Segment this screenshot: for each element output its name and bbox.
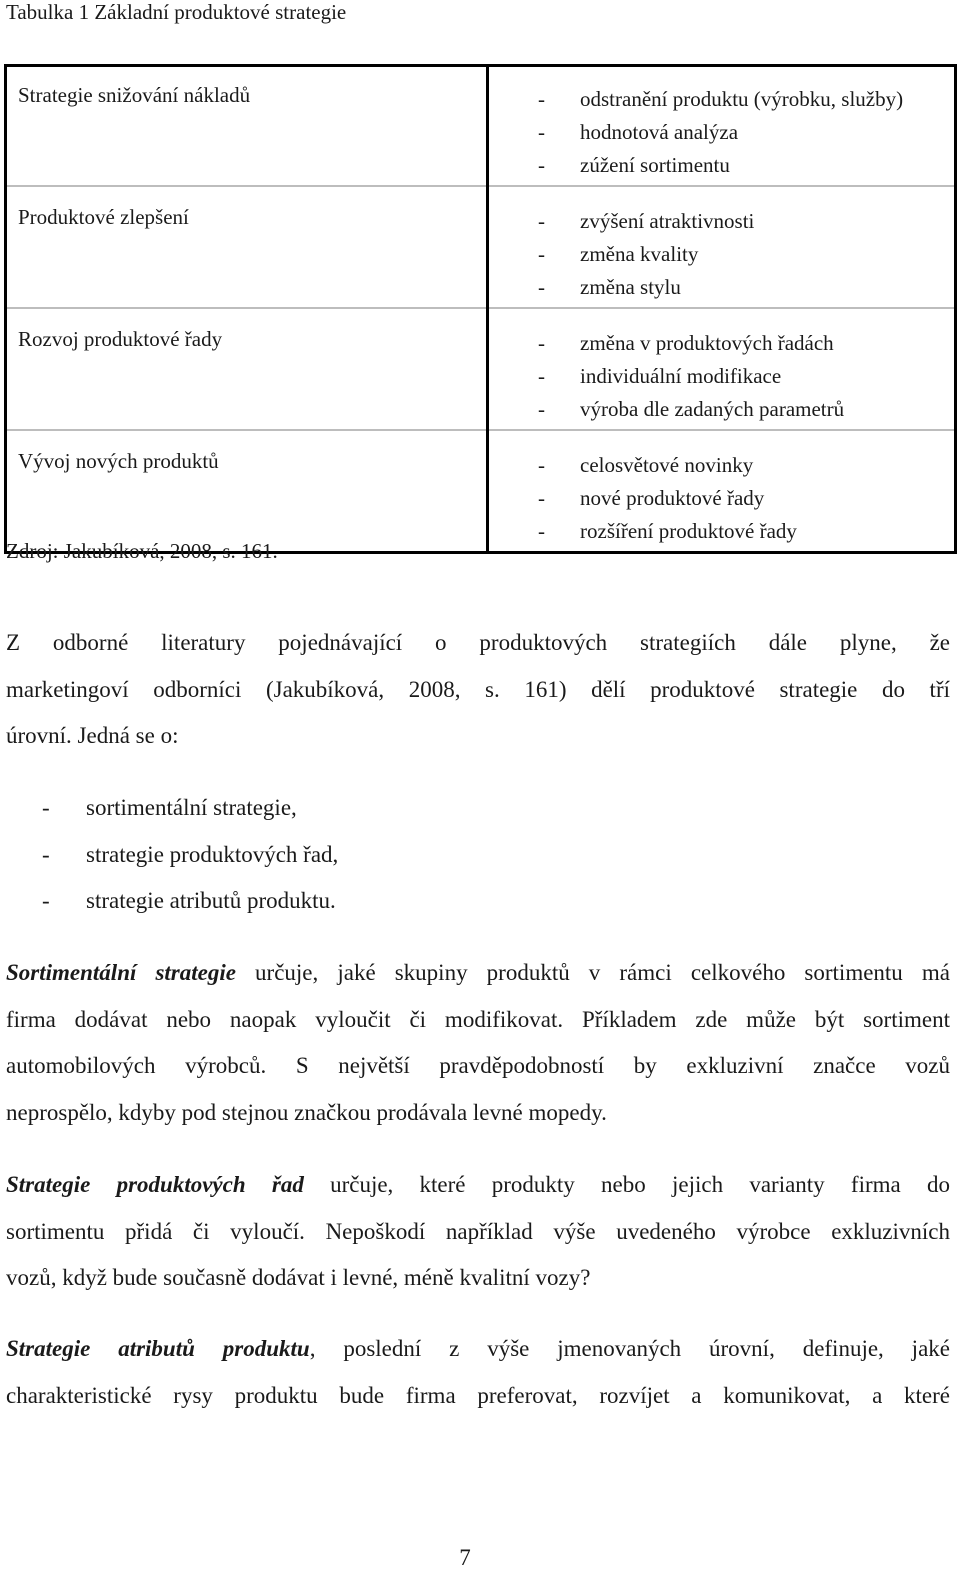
list-item: - zúžení sortimentu bbox=[489, 149, 954, 182]
bullet-dash: - bbox=[538, 364, 545, 388]
bullet-dash: - bbox=[42, 795, 50, 820]
bullet-dash: - bbox=[538, 519, 545, 543]
strategy-name: Strategie snižování nákladů bbox=[6, 66, 488, 187]
table-row bbox=[6, 66, 956, 187]
strategy-levels-list bbox=[6, 785, 338, 925]
list-item: - rozšíření produktové řady bbox=[489, 515, 954, 548]
table-row bbox=[6, 186, 956, 308]
text-line: marketingoví odborníci (Jakubíková, 2008, s. 161) dělí produktové strategie do tří bbox=[6, 676, 950, 702]
strategy-name: Rozvoj produktové řady bbox=[6, 308, 488, 430]
strategy-name: Vývoj nových produktů bbox=[6, 430, 488, 553]
table-caption: Tabulka 1 Základní produktové strategie bbox=[6, 0, 347, 24]
list-item: - individuální modifikace bbox=[489, 360, 954, 393]
bullet-dash: - bbox=[538, 153, 545, 177]
bullet-dash: - bbox=[538, 331, 545, 355]
bullet-dash: - bbox=[538, 87, 545, 111]
bullet-dash: - bbox=[538, 209, 545, 233]
table-row bbox=[6, 308, 956, 430]
list-item: - strategie produktových řad, bbox=[6, 832, 338, 879]
list-item: - hodnotová analýza bbox=[489, 116, 954, 149]
text-line: Strategie produktových řad určuje, které produkty nebo jejich varianty firma do bbox=[6, 1172, 950, 1197]
term-assortment-strategy: Sortimentální strategie bbox=[6, 960, 236, 985]
list-item: - nové produktové řady bbox=[489, 482, 954, 515]
bullet-dash: - bbox=[538, 397, 545, 421]
list-item: - změna stylu bbox=[489, 271, 954, 304]
bullet-dash: - bbox=[538, 486, 545, 510]
page-number: 7 bbox=[459, 1545, 471, 1570]
bullet-dash: - bbox=[538, 275, 545, 299]
strategy-items bbox=[488, 186, 956, 308]
strategy-items bbox=[488, 308, 956, 430]
list-item: - změna v produktových řadách bbox=[489, 327, 954, 360]
bullet-dash: - bbox=[538, 453, 545, 477]
bullet-dash: - bbox=[538, 120, 545, 144]
paragraph-assortment-strategy bbox=[6, 950, 950, 1136]
strategy-items bbox=[488, 66, 956, 187]
text-line: charakteristické rysy produktu bude firma preferovat, rozvíjet a komunikovat, a které bbox=[6, 1382, 950, 1408]
list-item: - výroba dle zadaných parametrů bbox=[489, 393, 954, 426]
bullet-dash: - bbox=[42, 888, 50, 913]
term-product-attribute-strategy: Strategie atributů produktu bbox=[6, 1336, 310, 1361]
strategy-items bbox=[488, 430, 956, 553]
list-item: - sortimentální strategie, bbox=[6, 785, 338, 832]
list-item: - odstranění produktu (výrobku, služby) bbox=[489, 83, 954, 116]
list-item: - strategie atributů produktu. bbox=[6, 878, 338, 925]
list-item: - celosvětové novinky bbox=[489, 449, 954, 482]
table-source: Zdroj: Jakubíková, 2008, s. 161. bbox=[6, 539, 278, 563]
paragraph-product-attribute-strategy bbox=[6, 1326, 950, 1419]
list-item: - zvýšení atraktivnosti bbox=[489, 205, 954, 238]
strategy-name: Produktové zlepšení bbox=[6, 186, 488, 308]
product-strategies-table bbox=[4, 64, 957, 554]
list-item: - změna kvality bbox=[489, 238, 954, 271]
text-line: automobilových výrobců. S největší pravděpodobností by exkluzivní značce vozů bbox=[6, 1053, 950, 1078]
term-product-line-strategy: Strategie produktových řad bbox=[6, 1172, 304, 1197]
paragraph-intro bbox=[6, 620, 950, 760]
bullet-dash: - bbox=[538, 242, 545, 266]
text-line: Strategie atributů produktu, poslední z výše jmenovaných úrovní, definuje, jaké bbox=[6, 1336, 950, 1361]
bullet-dash: - bbox=[42, 841, 50, 867]
text-line: firma dodávat nebo naopak vyloučit či modifikovat. Příkladem zde může být sortiment bbox=[6, 1006, 950, 1032]
text-line: sortimentu přidá či vyloučí. Nepoškodí například výše uvedeného výrobce exkluzivních bbox=[6, 1218, 950, 1244]
text-line: Sortimentální strategie určuje, jaké skupiny produktů v rámci celkového sortimentu má bbox=[6, 960, 950, 985]
text-line: Z odborné literatury pojednávající o produktových strategiích dále plyne, že bbox=[6, 630, 950, 655]
table-row bbox=[6, 430, 956, 553]
text-line: neprospělo, kdyby pod stejnou značkou prodávala levné mopedy. bbox=[6, 1099, 607, 1125]
paragraph-product-line-strategy bbox=[6, 1162, 950, 1302]
text-line: úrovní. Jedná se o: bbox=[6, 723, 179, 748]
text-line: vozů, když bude současně dodávat i levné, méně kvalitní vozy? bbox=[6, 1265, 591, 1290]
